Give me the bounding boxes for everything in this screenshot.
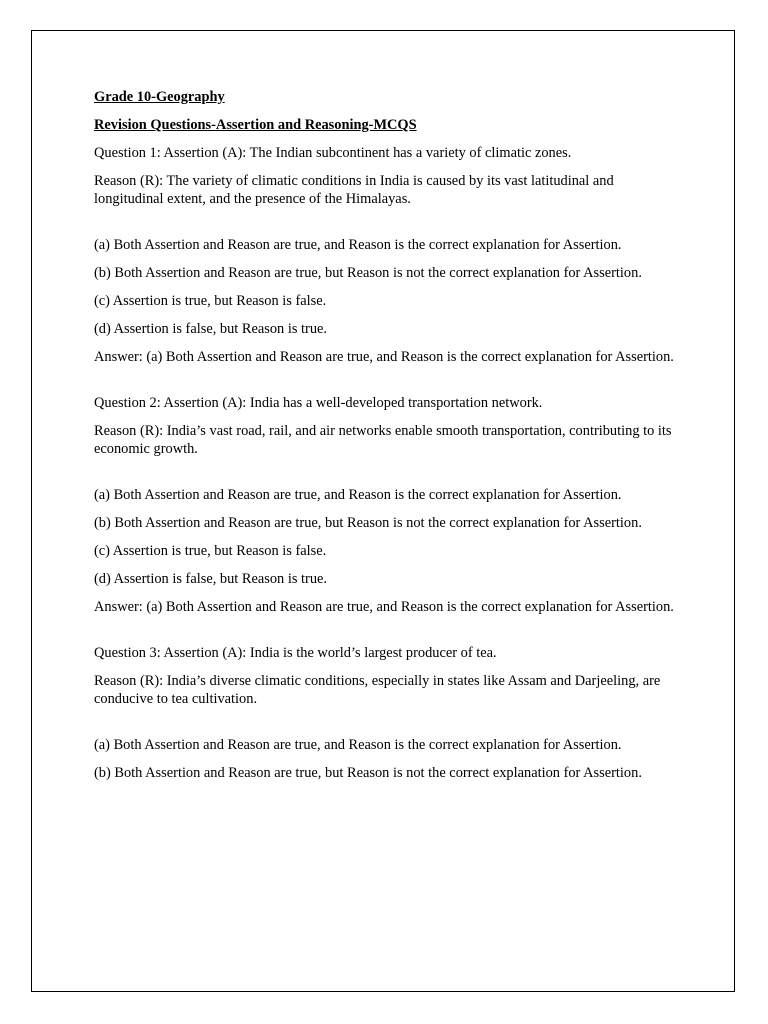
question-1-option-c: (c) Assertion is true, but Reason is false. [94, 293, 327, 309]
spacer [94, 718, 684, 736]
question-2-option-c: (c) Assertion is true, but Reason is false. [94, 543, 327, 559]
spacer [94, 218, 684, 236]
question-2-reason: Reason (R): India’s vast road, rail, and air networks enable smooth transportation, contributing to its economic growth. [94, 423, 672, 457]
question-1-option-b: (b) Both Assertion and Reason are true, but Reason is not the correct explanation for Assertion. [94, 265, 642, 281]
question-1-reason: Reason (R): The variety of climatic conditions in India is caused by its vast latitudinal and longitudinal extent, and the presence of the Himalayas. [94, 173, 614, 207]
document-content [94, 88, 684, 792]
question-2-option-b: (b) Both Assertion and Reason are true, but Reason is not the correct explanation for Assertion. [94, 515, 642, 531]
spacer [94, 376, 684, 394]
spacer [94, 626, 684, 644]
question-2-option-a: (a) Both Assertion and Reason are true, and Reason is the correct explanation for Assertion. [94, 487, 622, 503]
question-2-answer: Answer: (a) Both Assertion and Reason are true, and Reason is the correct explanation for Assertion. [94, 599, 674, 615]
question-1-option-a: (a) Both Assertion and Reason are true, and Reason is the correct explanation for Assertion. [94, 237, 622, 253]
question-3-reason: Reason (R): India’s diverse climatic conditions, especially in states like Assam and Darjeeling, are conducive to tea cultivation. [94, 673, 661, 707]
question-1-assertion: Question 1: Assertion (A): The Indian subcontinent has a variety of climatic zones. [94, 145, 572, 161]
question-2-assertion: Question 2: Assertion (A): India has a well-developed transportation network. [94, 395, 543, 411]
spacer [94, 468, 684, 486]
grade-heading: Grade 10-Geography [94, 89, 225, 105]
question-1-answer: Answer: (a) Both Assertion and Reason are true, and Reason is the correct explanation for Assertion. [94, 349, 674, 365]
question-3-option-a: (a) Both Assertion and Reason are true, and Reason is the correct explanation for Assertion. [94, 737, 622, 753]
question-2-option-d: (d) Assertion is false, but Reason is true. [94, 571, 328, 587]
question-3-option-b: (b) Both Assertion and Reason are true, but Reason is not the correct explanation for Assertion. [94, 765, 642, 781]
subtitle-heading: Revision Questions-Assertion and Reasoning-MCQS [94, 117, 417, 133]
question-1-option-d: (d) Assertion is false, but Reason is true. [94, 321, 328, 337]
question-3-assertion: Question 3: Assertion (A): India is the world’s largest producer of tea. [94, 645, 497, 661]
document-page [31, 30, 735, 992]
